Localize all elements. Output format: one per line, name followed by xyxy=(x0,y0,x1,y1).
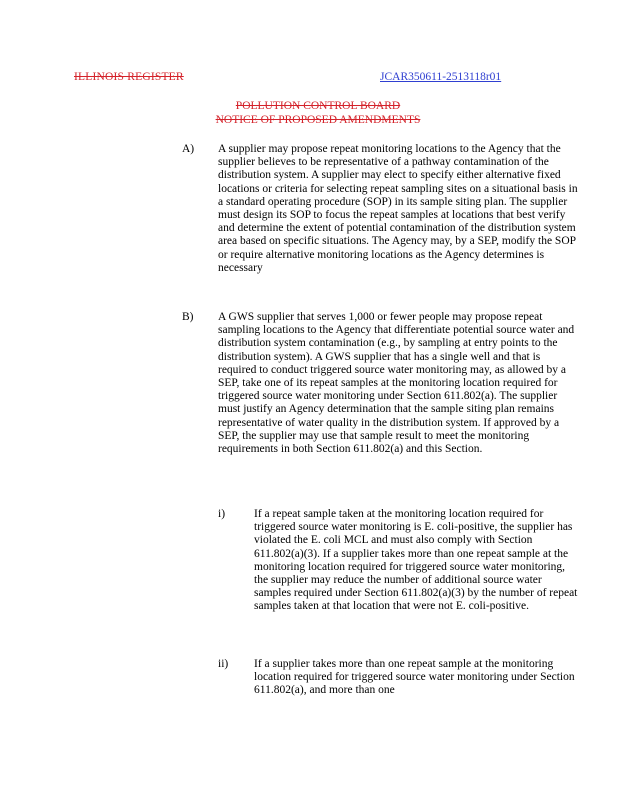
paragraph-b-text: A GWS supplier that serves 1,000 or fewer people may propose repeat sampling locations to the Agency that differentiate potential source water and distribution system contamination (e.g., by sampling at entry points to the distribution system). A GWS supplier that has a single well and that is required to conduct triggered source water monitoring may, as allowed by a SEP, take one of its repeat samples at the monitoring location required for triggered source water monitoring under Section 611.802(a). The supplier must justify an Agency determination that the sample siting plan remains representative of water quality in the distribution system. If approved by a SEP, the supplier may use that sample result to meet the monitoring requirements in both Section 611.802(a) and this Section. xyxy=(218,311,575,456)
agency-title: POLLUTION CONTROL BOARD xyxy=(235,100,401,112)
paragraph-a-marker: A) xyxy=(182,143,195,155)
paragraph-b-marker: B) xyxy=(182,311,194,323)
subparagraph-ii-text: If a supplier takes more than one repeat sample at the monitoring location required for triggered source water monitoring under Section 611.802(a), and more than one xyxy=(254,658,575,697)
document-id-header: JCAR350611-2513118r01 xyxy=(380,71,502,83)
subparagraph-ii-marker: ii) xyxy=(218,658,229,670)
subparagraph-i-marker: i) xyxy=(218,508,226,520)
subparagraph-i-text: If a repeat sample taken at the monitoring location required for triggered source water monitoring is E. coli-positive, the supplier has violated the E. coli MCL and must also comply with Section 611.802(a)(3). If a supplier takes more than one repeat sample at the monitoring location required for triggered source water monitoring, the supplier may reduce the number of additional source water samples required under Section 611.802(a)(3) by the number of repeat samples taken at that location that were not E. coli-positive. xyxy=(254,508,578,613)
paragraph-a-text: A supplier may propose repeat monitoring locations to the Agency that the supplier believes to be representative of a pathway contamination of the distribution system. A supplier may elect to specify either alternative fixed locations or criteria for selecting repeat sampling sites on a situational basis in a standard operating procedure (SOP) in its sample siting plan. The supplier must design its SOP to focus the repeat samples at locations that best verify and determine the extent of potential contamination of the distribution system area based on specific situations. The Agency may, by a SEP, modify the SOP or require alternative monitoring locations as the Agency determines is necessary xyxy=(218,143,578,274)
register-header: ILLINOIS REGISTER xyxy=(74,71,184,83)
notice-title: NOTICE OF PROPOSED AMENDMENTS xyxy=(215,114,421,126)
